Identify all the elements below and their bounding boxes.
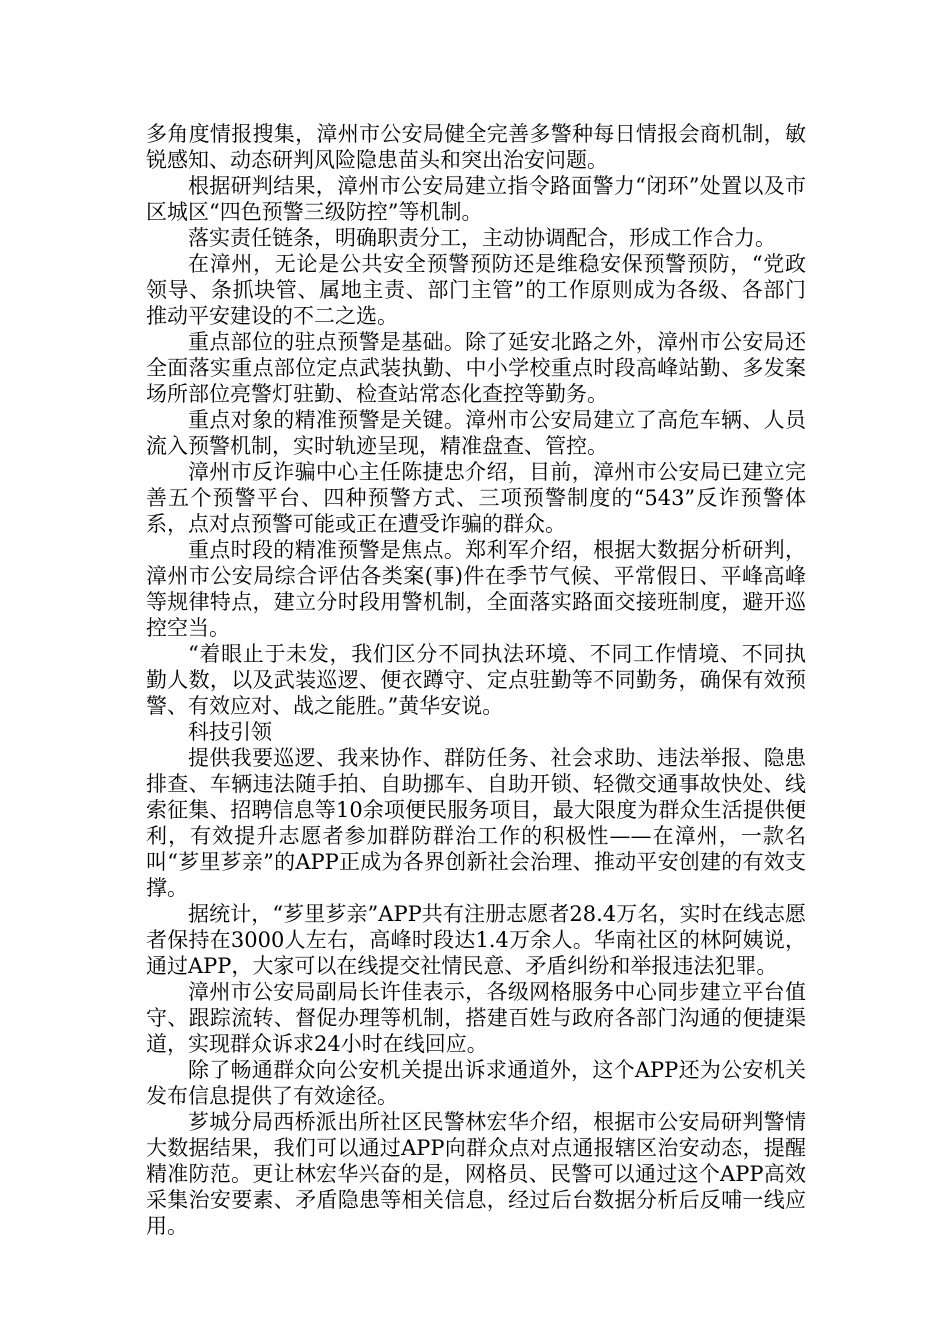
paragraph-key-location-warning: 重点部位的驻点预警是基础。除了延安北路之外，漳州市公安局还全面落实重点部位定点武装执勤、中小学校重点时段高峰站勤、多发案场所部位亮警灯驻勤、检查站常态化查控等勤务。 (146, 330, 806, 406)
paragraph-working-principle: 在漳州，无论是公共安全预警预防还是维稳安保预警预防，“党政领导、条抓块管、属地主责、部门主管”的工作原则成为各级、各部门推动平安建设的不二之选。 (146, 252, 806, 328)
paragraph-grid-service: 漳州市公安局副局长许佳表示，各级网格服务中心同步建立平台值守、跟踪流转、督促办理等机制，搭建百姓与政府各部门沟通的便捷渠道，实现群众诉求24小时在线回应。 (146, 980, 806, 1056)
paragraph-app-services: 提供我要巡逻、我来协作、群防任务、社会求助、违法举报、隐患排查、车辆违法随手拍、自助挪车、自助开锁、轻微交通事故快处、线索征集、招聘信息等10余项便民服务项目，最大限度为群众生活提供便利，有效提升志愿者参加群防群治工作的积极性——在漳州，一款名叫“芗里芗亲”的APP正成为各界创新社会治理、推动平安创建的有效支撑。 (146, 746, 806, 900)
paragraph-police-officer-lin: 芗城分局西桥派出所社区民警林宏华介绍，根据市公安局研判警情大数据结果，我们可以通过APP向群众点对点通报辖区治安动态，提醒精准防范。更让林宏华兴奋的是，网格员、民警可以通过这个APP高效采集治安要素、矛盾隐患等相关信息，经过后台数据分析后反哺一线应用。 (146, 1110, 806, 1238)
paragraph-anti-fraud-system: 漳州市反诈骗中心主任陈捷忠介绍，目前，漳州市公安局已建立完善五个预警平台、四种预警方式、三项预警制度的“543”反诈预警体系，点对点预警可能或正在遭受诈骗的群众。 (146, 460, 806, 536)
paragraph-key-target-warning: 重点对象的精准预警是关键。漳州市公安局建立了高危车辆、人员流入预警机制，实时轨迹呈现，精准盘查、管控。 (146, 408, 806, 458)
paragraph-intelligence-collection: 多角度情报搜集，漳州市公安局健全完善多警种每日情报会商机制，敏锐感知、动态研判风险隐患苗头和突出治安问题。 (146, 122, 806, 172)
paragraph-info-channel: 除了畅通群众向公安机关提出诉求通道外，这个APP还为公安机关发布信息提供了有效途径。 (146, 1058, 806, 1108)
section-heading-tech: 科技引领 (188, 720, 272, 744)
paragraph-key-period-warning: 重点时段的精准预警是焦点。郑利军介绍，根据大数据分析研判，漳州市公安局综合评估各类案(事)件在季节气候、平常假日、平峰高峰等规律特点，建立分时段用警机制，全面落实路面交接班制度，避开巡控空当。 (146, 538, 806, 640)
paragraph-responsibility-chain: 落实责任链条，明确职责分工，主动协调配合，形成工作合力。 (188, 226, 776, 250)
paragraph-closed-loop-mechanism: 根据研判结果，漳州市公安局建立指令路面警力“闭环”处置以及市区城区“四色预警三级防控”等机制。 (146, 174, 806, 224)
paragraph-quote-huang: “着眼止于未发，我们区分不同执法环境、不同工作情境、不同执勤人数，以及武装巡逻、便衣蹲守、定点驻勤等不同勤务，确保有效预警、有效应对、战之能胜。”黄华安说。 (146, 642, 806, 718)
paragraph-app-statistics: 据统计，“芗里芗亲”APP共有注册志愿者28.4万名，实时在线志愿者保持在3000人左右，高峰时段达1.4万余人。华南社区的林阿姨说，通过APP，大家可以在线提交社情民意、矛盾纠纷和举报违法犯罪。 (146, 902, 806, 978)
document-body (146, 121, 806, 1239)
